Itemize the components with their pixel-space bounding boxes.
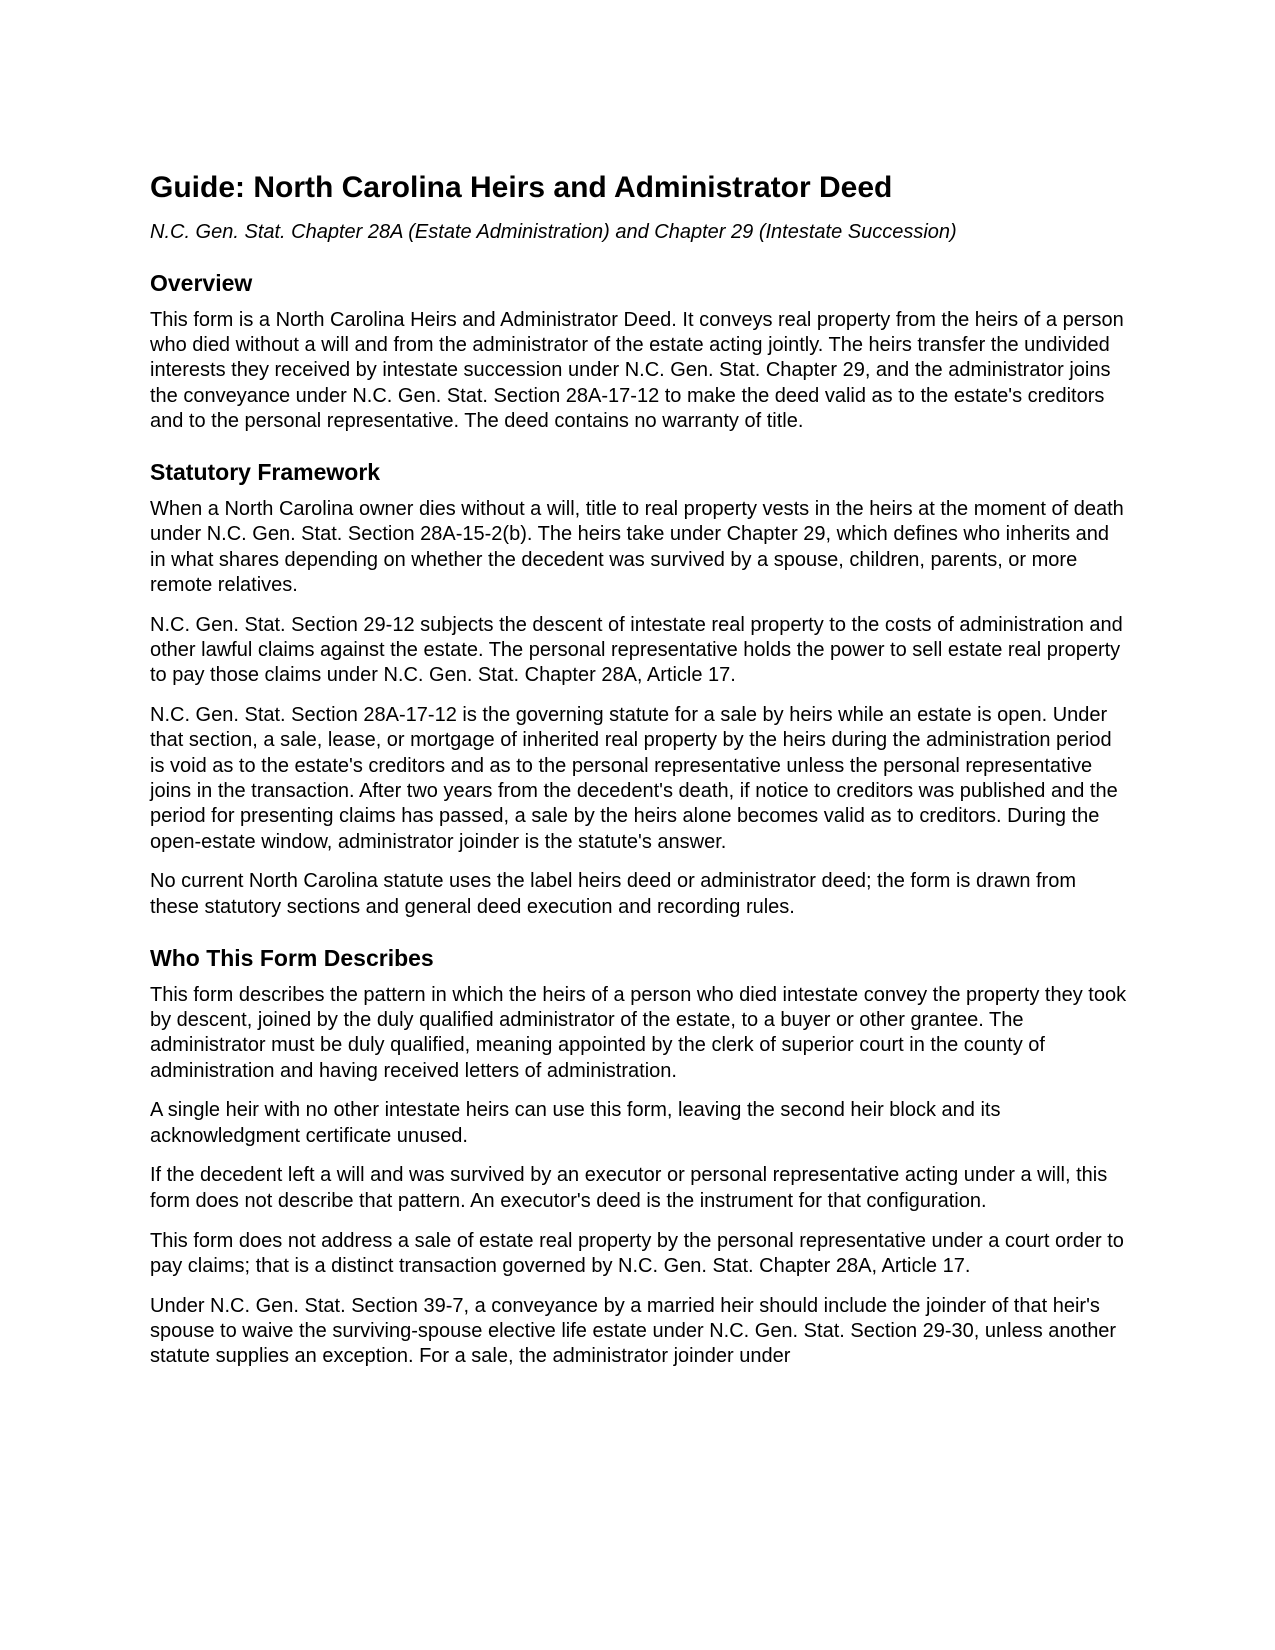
paragraph: N.C. Gen. Stat. Section 28A-17-12 is the governing statute for a sale by heirs while an estate is open. Under that section, a sale, lease, or mortgage of inherited real property by the heirs during the administration period is void as to the estate's creditors and as to the personal representative unless the personal representative joins in the transaction. After two years from the decedent's death, if notice to creditors was published and the period for presenting claims has passed, a sale by the heirs alone becomes valid as to creditors. During the open-estate window, administrator joinder is the statute's answer. — [150, 704, 1118, 853]
paragraph: This form is a North Carolina Heirs and Administrator Deed. It conveys real property from the heirs of a person who died without a will and from the administrator of the estate acting jointly. The heirs transfer the undivided interests they received by intestate succession under N.C. Gen. Stat. Chapter 29, and the administrator joins the conveyance under N.C. Gen. Stat. Section 28A-17-12 to make the deed valid as to the estate's creditors and to the personal representative. The deed contains no warranty of title. — [150, 308, 1124, 432]
paragraph: A single heir with no other intestate heirs can use this form, leaving the second heir block and its acknowledgment certificate unused. — [150, 1099, 1001, 1147]
page-subtitle: N.C. Gen. Stat. Chapter 28A (Estate Administration) and Chapter 29 (Intestate Succession) — [150, 221, 957, 243]
section-who-this-form-describes — [150, 944, 1130, 1370]
paragraph: This form does not address a sale of estate real property by the personal representative under a court order to pay claims; that is a distinct transaction governed by N.C. Gen. Stat. Chapter 28A, Article 17. — [150, 1229, 1124, 1277]
page-title: Guide: North Carolina Heirs and Administrator Deed — [150, 171, 893, 204]
section-heading: Overview — [150, 270, 253, 296]
section-statutory-framework — [150, 458, 1130, 920]
paragraph: No current North Carolina statute uses the label heirs deed or administrator deed; the form is drawn from these statutory sections and general deed execution and recording rules. — [150, 870, 1076, 918]
section-heading: Statutory Framework — [150, 459, 381, 486]
paragraph: This form describes the pattern in which the heirs of a person who died intestate convey the property they took by descent, joined by the duly qualified administrator of the estate, to a buyer or other grantee. The administrator must be duly qualified, meaning appointed by the clerk of superior court in the county of administration and having received letters of administration. — [150, 983, 1127, 1082]
paragraph: If the decedent left a will and was survived by an executor or personal representative acting under a will, this form does not describe that pattern. An executor's deed is the instrument for that configuration. — [150, 1164, 1108, 1212]
paragraph: Under N.C. Gen. Stat. Section 39-7, a conveyance by a married heir should include the joinder of that heir's spouse to waive the surviving-spouse elective life estate under N.C. Gen. Stat. Section 29-30, unless another statute supplies an exception. For a sale, the administrator joinder under — [150, 1294, 1117, 1368]
section-overview — [150, 269, 1130, 434]
document-page — [150, 170, 1130, 1394]
paragraph: When a North Carolina owner dies without a will, title to real property vests in the heirs at the moment of death under N.C. Gen. Stat. Section 28A-15-2(b). The heirs take under Chapter 29, which defines who inherits and in what shares depending on whether the decedent was survived by a spouse, children, parents, or more remote relatives. — [150, 497, 1124, 596]
paragraph: N.C. Gen. Stat. Section 29-12 subjects the descent of intestate real property to the costs of administration and other lawful claims against the estate. The personal representative holds the power to sell estate real property to pay those claims under N.C. Gen. Stat. Chapter 28A, Article 17. — [150, 613, 1123, 687]
section-heading: Who This Form Describes — [150, 944, 434, 971]
